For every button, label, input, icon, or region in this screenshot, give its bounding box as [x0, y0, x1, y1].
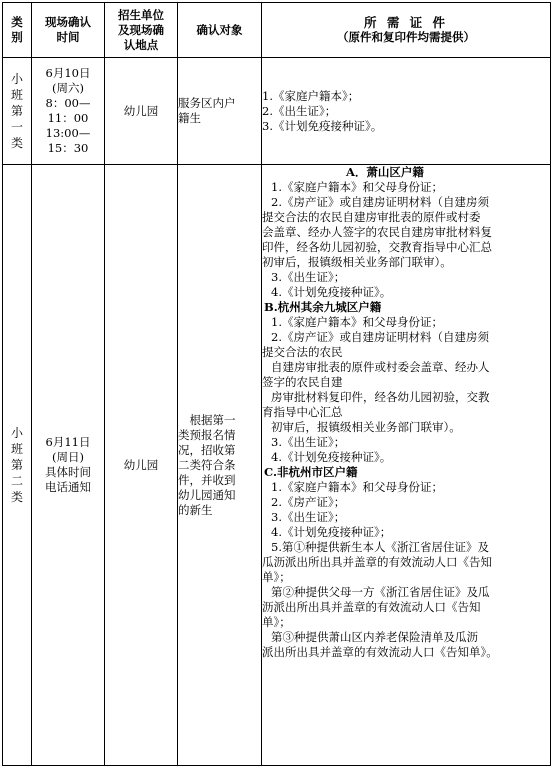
doc-line: 派出所出具并盖章的有效流动人口《告知单》。	[262, 645, 498, 659]
doc-line: 4.《计划免疫接种证》；	[271, 525, 392, 539]
time-line: 6月11日	[45, 435, 91, 449]
doc-line: 初审后，报镇级相关业务部门联审）。	[262, 255, 452, 269]
doc-line: 1.《家庭户籍本》和父母身份证；	[271, 480, 443, 494]
doc-line: 3.《出生证》；	[271, 270, 346, 284]
header-unit-line: 招生单位	[118, 7, 164, 22]
time-line: 15：30	[47, 141, 89, 155]
enrollment-table	[2, 2, 551, 766]
doc-line: 2.《房产证》或自建房证明材料（自建房须	[271, 330, 489, 344]
table-row	[3, 165, 551, 766]
target-line: 幼儿园通知	[178, 487, 236, 502]
row2-docs	[262, 165, 551, 766]
row1-target	[178, 58, 262, 165]
doc-line: 4.《计划免疫接种证》。	[271, 285, 392, 299]
table-row	[3, 58, 551, 165]
doc-line: 3.《计划免疫接种证》。	[262, 118, 383, 133]
target-line: 况，招收第	[178, 442, 236, 457]
char: 类	[10, 490, 23, 504]
header-unit-line: 及现场确	[118, 22, 164, 37]
header-time-line: 现场确认	[45, 15, 91, 29]
doc-line: 提交合法的农民	[262, 345, 343, 359]
doc-line: 自建房审批表的原件或村委会盖章、经办人	[271, 360, 490, 374]
target-line: 件，并收到	[178, 472, 236, 487]
target-line: 根据第一	[178, 412, 236, 427]
unit-text: 幼儿园	[123, 457, 159, 472]
section-heading-b: B.杭州其余九城区户籍	[264, 300, 382, 314]
doc-line: 1.《家庭户籍本》和父母身份证；	[271, 315, 443, 329]
doc-line: 育指导中心汇总	[262, 405, 343, 419]
char: 小	[10, 72, 23, 86]
doc-line: 3.《出生证》；	[271, 510, 346, 524]
char: 二	[10, 474, 23, 488]
char: 第	[10, 458, 23, 472]
row1-category-vertical	[10, 71, 24, 151]
row2-category	[3, 165, 32, 766]
target-line: 服务区内户	[178, 96, 236, 110]
time-line: 8：00—	[45, 96, 91, 110]
header-target	[178, 3, 262, 58]
char: 一	[10, 120, 23, 134]
header-docs-title: 所 需 证 件	[363, 15, 449, 30]
doc-line: 3.《出生证》；	[271, 435, 346, 449]
time-line: 13:00—	[45, 126, 91, 140]
header-time	[32, 3, 105, 58]
header-docs-subtitle: （原件和复印件均需提供）	[337, 30, 475, 44]
row2-target	[178, 165, 262, 766]
char: 班	[10, 88, 23, 102]
header-category-line: 类	[11, 15, 23, 29]
doc-line: 瓜沥派出所出具并盖章的有效流动人口《告知	[262, 555, 492, 569]
row1-docs	[262, 58, 551, 165]
header-unit-line: 认地点	[123, 37, 159, 52]
doc-line: 2.《房产证》或自建房证明材料（自建房须	[271, 195, 489, 209]
header-unit	[105, 3, 178, 58]
doc-line: 2.《出生证》；	[262, 103, 337, 118]
header-category-line: 别	[11, 30, 23, 44]
section-heading-c: C.非杭州市区户籍	[264, 465, 358, 479]
row1-time	[32, 58, 105, 165]
section-heading-a: A．萧山区户籍	[346, 165, 424, 179]
target-line: 的新生	[178, 502, 213, 517]
doc-line: 初审后，报镇级相关业务部门联审）。	[271, 420, 461, 434]
header-target-text: 确认对象	[196, 22, 243, 37]
unit-text: 幼儿园	[123, 103, 159, 118]
time-line: 电话通知	[45, 480, 91, 494]
row1-unit	[105, 58, 178, 165]
target-line: 类预报名情	[178, 427, 236, 442]
char: 类	[10, 136, 23, 150]
doc-line: 会盖章、经办人签字的农民自建房审批材料复	[262, 225, 492, 239]
time-line: 6月10日	[45, 66, 91, 80]
char: 班	[10, 442, 23, 456]
doc-line: 第③种提供萧山区内养老保险清单及瓜沥	[271, 630, 478, 644]
target-line: 籍生	[178, 111, 201, 125]
header-docs	[262, 3, 551, 58]
doc-line: 印件，经各幼儿园初验，交教育指导中心汇总	[262, 240, 492, 254]
header-time-line: 时间	[56, 30, 80, 44]
doc-line: 4.《计划免疫接种证》。	[271, 450, 392, 464]
doc-line: 房审批材料复印件，经各幼儿园初验，交教	[271, 390, 490, 404]
doc-line: 单》；	[262, 615, 291, 629]
doc-line: 1.《家庭户籍本》和父母身份证；	[271, 180, 443, 194]
doc-line: 1.《家庭户籍本》；	[262, 88, 360, 103]
row2-unit	[105, 165, 178, 766]
doc-line: 沥派出所出具并盖章的有效流动人口《告知	[262, 600, 481, 614]
time-line: 具体时间	[45, 465, 91, 479]
doc-line: 5.第①种提供新生本人《浙江省居住证》及	[271, 540, 489, 554]
header-category	[3, 3, 32, 58]
time-line: 11：00	[47, 111, 89, 125]
row2-category-vertical	[10, 425, 24, 505]
char: 小	[10, 426, 23, 440]
target-line: 二类符合条	[178, 457, 236, 472]
doc-line: 签字的农民自建	[262, 375, 343, 389]
char: 第	[10, 104, 23, 118]
doc-line: 第②种提供父母一方《浙江省居住证》及瓜	[271, 585, 490, 599]
time-line: (周日)	[52, 450, 84, 464]
time-line: (周六)	[52, 81, 84, 95]
row1-category	[3, 58, 32, 165]
doc-line: 2.《房产证》；	[271, 495, 346, 509]
row2-time	[32, 165, 105, 766]
doc-line: 提交合法的农民自建房审批表的原件或村委	[262, 210, 481, 224]
header-row	[3, 3, 551, 58]
doc-line: 单》；	[262, 570, 291, 584]
